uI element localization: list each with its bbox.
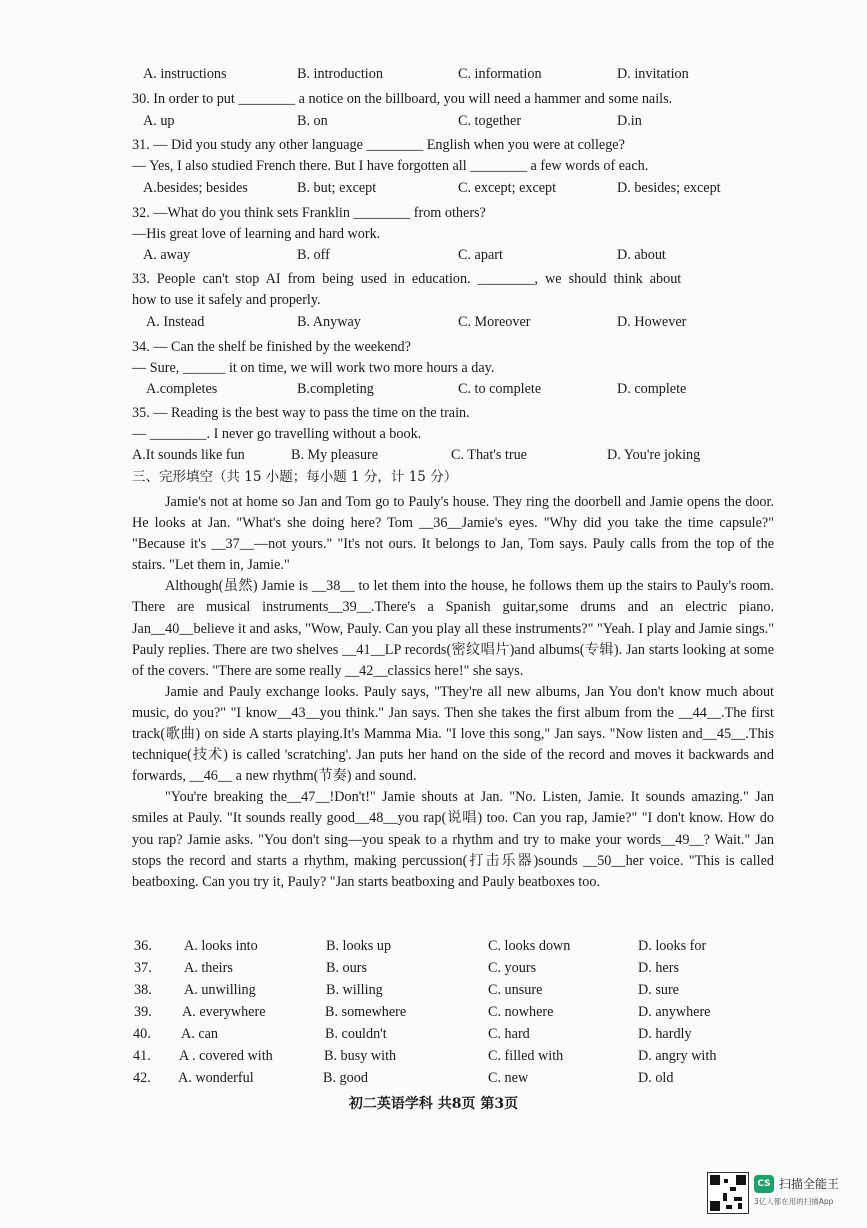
question-35-options (0, 445, 867, 465)
question-number: 38. (134, 982, 152, 998)
option-a: A. theirs (184, 960, 233, 976)
question-number: 39. (134, 1004, 152, 1020)
option-d: D. invitation (617, 66, 689, 82)
question-35-stem: 35. — Reading is the best way to pass the time on the train. (132, 405, 470, 421)
option-b: B. off (297, 247, 330, 263)
option-c: C. new (488, 1070, 529, 1086)
page-footer: 初二英语学科 共8页 第3页 (348, 1096, 519, 1112)
option-d: D. You're joking (607, 447, 701, 463)
q29-options (0, 64, 867, 84)
question-30-stem: 30. In order to put ________ a notice on the billboard, you will need a hammer and some nails. (132, 91, 673, 107)
question-number: 41. (133, 1048, 151, 1064)
option-b: B. but; except (297, 180, 377, 196)
question-34-stem: 34. — Can the shelf be finished by the weekend? (132, 339, 411, 355)
option-c: C. That's true (451, 447, 527, 463)
option-d: D. sure (638, 982, 679, 998)
option-d: D. about (617, 247, 666, 263)
question-32-stem: 32. —What do you think sets Franklin ________ from others? (132, 205, 486, 221)
option-a: A . covered with (179, 1048, 273, 1064)
option-c: C. unsure (488, 982, 543, 998)
option-a: A. unwilling (184, 982, 256, 998)
question-32-options (0, 245, 867, 265)
option-d: D. looks for (638, 938, 707, 954)
option-c: C. Moreover (458, 314, 531, 330)
option-c: C. filled with (488, 1048, 564, 1064)
question-number: 40. (133, 1026, 151, 1042)
question-33-stem: 33. People can't stop AI from being used in education. ________, we should think about (132, 271, 682, 287)
qr-code-icon (707, 1172, 749, 1214)
option-a: A. away (143, 247, 191, 263)
question-33-options (0, 312, 867, 332)
scanner-logo-icon: CS (754, 1175, 774, 1193)
option-d: D. besides; except (617, 180, 721, 196)
question-33-stem-cont: how to use it safely and properly. (132, 292, 321, 308)
question-number: 42. (133, 1070, 151, 1086)
question-31-reply: — Yes, I also studied French there. But I have forgotten all ________ a few words of each. (132, 158, 649, 174)
cloze-options-39 (0, 1002, 867, 1022)
option-a: A. instructions (143, 66, 227, 82)
option-c: C. yours (488, 960, 537, 976)
question-number: 37. (134, 960, 152, 976)
option-d: D. However (617, 314, 687, 330)
option-c: C. looks down (488, 938, 571, 954)
option-b: B. ours (326, 960, 367, 976)
question-35-reply: — ________. I never go travelling without a book. (132, 426, 422, 442)
cloze-options-42 (0, 1068, 867, 1088)
question-number: 36. (134, 938, 152, 954)
scanner-tagline: 3亿人都在用的扫描App (754, 1197, 834, 1206)
option-b: B. looks up (326, 938, 392, 954)
option-a: A.completes (146, 381, 218, 397)
option-d: D. complete (617, 381, 687, 397)
cloze-options-41 (0, 1046, 867, 1066)
option-d: D. hardly (638, 1026, 692, 1042)
option-c: C. together (458, 113, 522, 129)
question-32-reply: —His great love of learning and hard work. (132, 226, 381, 242)
option-d: D. angry with (638, 1048, 717, 1064)
option-b: B.completing (297, 381, 374, 397)
section-heading-cloze: 三、完形填空（共 15 小题；每小题 1 分，计 15 分） (132, 469, 458, 485)
scanner-app-name: 扫描全能王 (779, 1177, 840, 1191)
option-a: A. up (143, 113, 175, 129)
option-a: A. looks into (184, 938, 258, 954)
option-b: B. willing (326, 982, 383, 998)
option-c: C. information (458, 66, 542, 82)
option-a: A. can (181, 1026, 219, 1042)
option-c: C. nowhere (488, 1004, 554, 1020)
option-d: D.in (617, 113, 642, 129)
passage-paragraph-4: "You're breaking the__47__!Don't!" Jamie shouts at Jan. "No. Listen, Jamie. It sounds amazing." Jan smiles at Pauly. "It sounds really good__48__you rap(说唱) too. Can you rap, Jamie?" "I don't know. How do you rap? Jamie asks. "You don't sing—you speak to a rhythm and try to make your words__49__? Wait." Jan stops the record and starts a rhythm, making percussion(打击乐器)sounds __50__her voice. "This is called beatboxing. Can you try it, Pauly? "Jan starts beatboxing and Pauly beatboxes too. (132, 789, 774, 890)
option-a: A. wonderful (178, 1070, 254, 1086)
option-d: D. hers (638, 960, 679, 976)
option-b: B. couldn't (325, 1026, 387, 1042)
option-b: B. busy with (324, 1048, 397, 1064)
cloze-options-36 (0, 936, 867, 956)
passage-paragraph-1: Jamie's not at home so Jan and Tom go to Pauly's house. They ring the doorbell and Jamie opens the door. He looks at Jan. "What's she doing here? Tom __36__Jamie's eyes. "Why did you take the time capsule?" "Because it's __37__—not yours." "It's not ours. It belongs to Jan, Tom says. Pauly calls from the top of the stairs. "Let them in, Jamie." (132, 494, 774, 574)
cloze-options-37 (0, 958, 867, 978)
option-b: B. Anyway (297, 314, 361, 330)
option-b: B. good (323, 1070, 368, 1086)
option-a: A. Instead (146, 314, 205, 330)
option-c: C. except; except (458, 180, 557, 196)
question-34-reply: — Sure, ______ it on time, we will work two more hours a day. (132, 360, 495, 376)
cloze-passage (132, 492, 774, 893)
option-b: B. introduction (297, 66, 383, 82)
option-b: B. somewhere (325, 1004, 407, 1020)
question-31-options (0, 178, 867, 198)
option-b: B. My pleasure (291, 447, 379, 463)
option-a: A.It sounds like fun (132, 447, 245, 463)
cloze-options-38 (0, 980, 867, 1000)
passage-paragraph-3: Jamie and Pauly exchange looks. Pauly says, "They're all new albums, Jan You don't know much about music, do you?" "I know__43__you think." Jan says. Then she takes the first album from the __44__.The first track(歌曲) on side A starts playing.It's Mamma Mia. "I love this song," Jan says. "Now listen and__45__.This technique(技术) is called 'scratching'. Jan puts her hand on the side of the record and moves it backwards and forwards, __46__ a new rhythm(节奏) and sound. (132, 683, 774, 785)
option-a: A. everywhere (182, 1004, 266, 1020)
option-b: B. on (297, 113, 328, 129)
option-a: A.besides; besides (143, 180, 248, 196)
question-31-stem: 31. — Did you study any other language ________ English when you were at college? (132, 137, 625, 153)
option-d: D. old (638, 1070, 674, 1086)
option-c: C. apart (458, 247, 503, 263)
question-30-options (0, 111, 867, 131)
option-c: C. hard (488, 1026, 530, 1042)
option-d: D. anywhere (638, 1004, 711, 1020)
passage-paragraph-2: Although(虽然) Jamie is __38__ to let them into the house, he follows them up the stairs to Pauly's room. There are musical instruments__39__.There's a Spanish guitar,some drums and an electric piano. Jan__40__believe it and asks, "Wow, Pauly. Can you play all these instruments?" "Yeah. I play and Jamie sings." Pauly replies. There are two shelves __41__LP records(密纹唱片)and albums(专辑). Jan starts looking at some of the covers. "There are some really __42__classics here!" she says. (132, 578, 774, 679)
cloze-options-40 (0, 1024, 867, 1044)
question-34-options (0, 379, 867, 399)
option-c: C. to complete (458, 381, 542, 397)
